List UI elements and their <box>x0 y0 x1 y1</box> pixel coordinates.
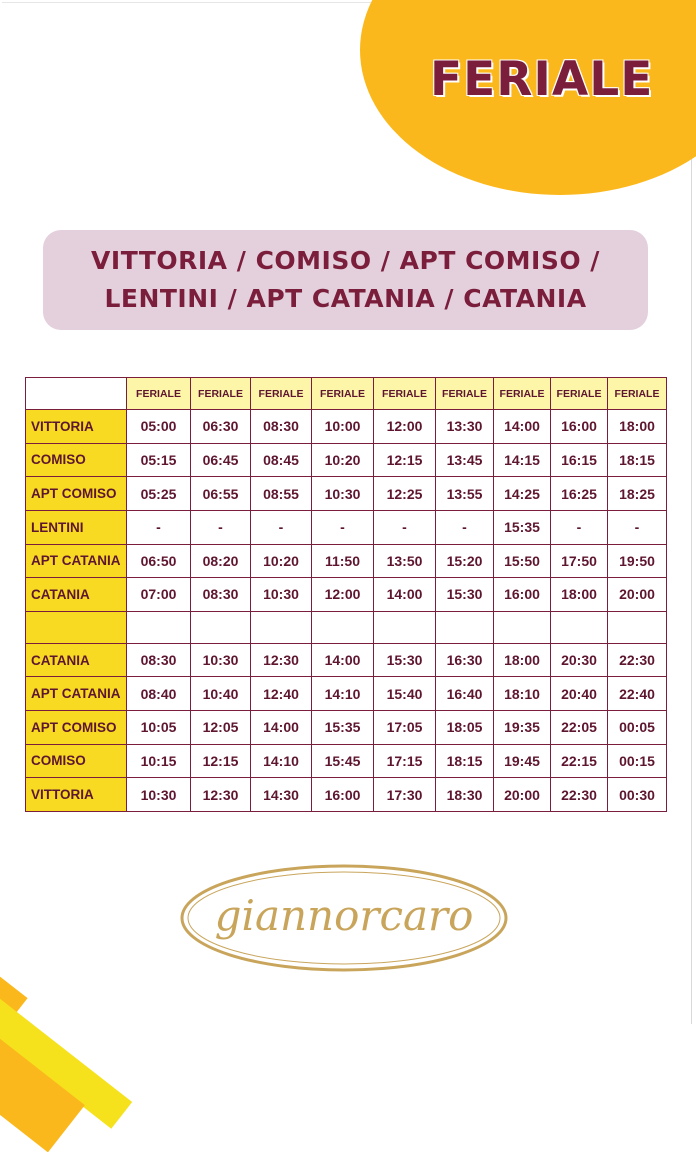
time-cell: 19:45 <box>494 744 551 778</box>
time-cell: 12:00 <box>312 578 374 612</box>
separator-cell <box>494 611 551 643</box>
time-cell: 16:15 <box>551 443 608 477</box>
time-cell: 16:00 <box>494 578 551 612</box>
time-cell: 15:30 <box>374 643 436 677</box>
time-cell: 18:10 <box>494 677 551 711</box>
time-cell: 05:25 <box>127 477 191 511</box>
time-cell: 14:00 <box>494 410 551 444</box>
time-cell: 14:25 <box>494 477 551 511</box>
column-header: FERIALE <box>608 378 667 410</box>
time-cell: - <box>436 510 494 544</box>
time-cell: - <box>374 510 436 544</box>
time-cell: 10:30 <box>127 778 191 812</box>
time-cell: 13:45 <box>436 443 494 477</box>
time-cell: - <box>251 510 312 544</box>
separator-cell <box>608 611 667 643</box>
time-cell: 14:10 <box>312 677 374 711</box>
route-line-2: LENTINI / APT CATANIA / CATANIA <box>104 284 587 313</box>
time-cell: 18:15 <box>608 443 667 477</box>
time-cell: 06:50 <box>127 544 191 578</box>
timetable-row <box>26 410 667 444</box>
time-cell: 18:05 <box>436 711 494 745</box>
stop-name-cell: APT COMISO <box>26 711 127 745</box>
timetable-row <box>26 443 667 477</box>
time-cell: 08:20 <box>191 544 251 578</box>
timetable-row <box>26 477 667 511</box>
time-cell: 08:30 <box>251 410 312 444</box>
time-cell: 08:55 <box>251 477 312 511</box>
time-cell: 13:55 <box>436 477 494 511</box>
time-cell: 14:00 <box>251 711 312 745</box>
time-cell: 14:15 <box>494 443 551 477</box>
time-cell: 22:05 <box>551 711 608 745</box>
route-banner <box>43 230 648 330</box>
stop-name-cell: VITTORIA <box>26 778 127 812</box>
time-cell: 16:40 <box>436 677 494 711</box>
time-cell: - <box>608 510 667 544</box>
time-cell: 12:05 <box>191 711 251 745</box>
separator-cell <box>436 611 494 643</box>
time-cell: 10:05 <box>127 711 191 745</box>
separator-cell <box>312 611 374 643</box>
time-cell: 14:00 <box>312 643 374 677</box>
time-cell: 20:40 <box>551 677 608 711</box>
timetable-row <box>26 677 667 711</box>
time-cell: 15:40 <box>374 677 436 711</box>
time-cell: 22:30 <box>608 643 667 677</box>
time-cell: 20:00 <box>608 578 667 612</box>
timetable-header-row <box>26 378 667 410</box>
stop-name-cell: COMISO <box>26 443 127 477</box>
column-header: FERIALE <box>494 378 551 410</box>
time-cell: 20:00 <box>494 778 551 812</box>
time-cell: 19:50 <box>608 544 667 578</box>
time-cell: 22:15 <box>551 744 608 778</box>
time-cell: 12:15 <box>374 443 436 477</box>
time-cell: 07:00 <box>127 578 191 612</box>
stop-name-cell: CATANIA <box>26 643 127 677</box>
stop-name-cell: APT CATANIA <box>26 677 127 711</box>
stop-name-cell: APT COMISO <box>26 477 127 511</box>
time-cell: 16:00 <box>551 410 608 444</box>
separator-cell <box>551 611 608 643</box>
column-header: FERIALE <box>191 378 251 410</box>
stop-name-cell: VITTORIA <box>26 410 127 444</box>
separator-cell <box>374 611 436 643</box>
time-cell: 18:00 <box>608 410 667 444</box>
timetable-row <box>26 578 667 612</box>
time-cell: 06:55 <box>191 477 251 511</box>
time-cell: 13:30 <box>436 410 494 444</box>
timetable-row <box>26 544 667 578</box>
time-cell: 00:05 <box>608 711 667 745</box>
logo-wordmark: giannorcaro <box>214 891 474 940</box>
separator-cell <box>26 611 127 643</box>
column-header: FERIALE <box>251 378 312 410</box>
time-cell: - <box>191 510 251 544</box>
time-cell: 12:40 <box>251 677 312 711</box>
timetable-row <box>26 744 667 778</box>
time-cell: 19:35 <box>494 711 551 745</box>
stop-name-cell: APT CATANIA <box>26 544 127 578</box>
time-cell: 00:30 <box>608 778 667 812</box>
time-cell: 16:00 <box>312 778 374 812</box>
time-cell: 15:35 <box>312 711 374 745</box>
time-cell: 12:25 <box>374 477 436 511</box>
separator-row <box>26 611 667 643</box>
timetable-row <box>26 510 667 544</box>
time-cell: 14:00 <box>374 578 436 612</box>
time-cell: 18:25 <box>608 477 667 511</box>
time-cell: 10:20 <box>251 544 312 578</box>
route-line-1: VITTORIA / COMISO / APT COMISO / <box>91 246 600 275</box>
time-cell: 17:30 <box>374 778 436 812</box>
time-cell: 10:40 <box>191 677 251 711</box>
time-cell: 13:50 <box>374 544 436 578</box>
time-cell: 00:15 <box>608 744 667 778</box>
time-cell: 18:30 <box>436 778 494 812</box>
time-cell: 12:30 <box>251 643 312 677</box>
time-cell: - <box>127 510 191 544</box>
time-cell: 15:35 <box>494 510 551 544</box>
time-cell: 18:15 <box>436 744 494 778</box>
time-cell: 16:30 <box>436 643 494 677</box>
time-cell: - <box>551 510 608 544</box>
time-cell: 08:30 <box>127 643 191 677</box>
company-logo <box>178 862 510 974</box>
time-cell: 10:00 <box>312 410 374 444</box>
time-cell: 15:30 <box>436 578 494 612</box>
time-cell: 08:45 <box>251 443 312 477</box>
time-cell: 06:45 <box>191 443 251 477</box>
time-cell: 10:30 <box>251 578 312 612</box>
time-cell: 08:30 <box>191 578 251 612</box>
time-cell: 14:30 <box>251 778 312 812</box>
time-cell: 16:25 <box>551 477 608 511</box>
time-cell: 05:00 <box>127 410 191 444</box>
time-cell: 10:30 <box>312 477 374 511</box>
page-title: FERIALE <box>430 52 654 107</box>
column-header: FERIALE <box>551 378 608 410</box>
time-cell: 08:40 <box>127 677 191 711</box>
time-cell: 20:30 <box>551 643 608 677</box>
timetable-corner-cell <box>26 378 127 410</box>
time-cell: 22:40 <box>608 677 667 711</box>
time-cell: 05:15 <box>127 443 191 477</box>
time-cell: 10:20 <box>312 443 374 477</box>
time-cell: 11:50 <box>312 544 374 578</box>
stop-name-cell: LENTINI <box>26 510 127 544</box>
time-cell: 17:05 <box>374 711 436 745</box>
stop-name-cell: COMISO <box>26 744 127 778</box>
stop-name-cell: CATANIA <box>26 578 127 612</box>
timetable-row <box>26 711 667 745</box>
time-cell: 17:50 <box>551 544 608 578</box>
time-cell: 15:50 <box>494 544 551 578</box>
column-header: FERIALE <box>374 378 436 410</box>
timetable-row <box>26 778 667 812</box>
time-cell: 15:20 <box>436 544 494 578</box>
time-cell: 22:30 <box>551 778 608 812</box>
separator-cell <box>191 611 251 643</box>
separator-cell <box>251 611 312 643</box>
separator-cell <box>127 611 191 643</box>
time-cell: 15:45 <box>312 744 374 778</box>
time-cell: 18:00 <box>551 578 608 612</box>
time-cell: 12:15 <box>191 744 251 778</box>
timetable <box>25 377 667 812</box>
time-cell: 17:15 <box>374 744 436 778</box>
time-cell: 12:30 <box>191 778 251 812</box>
time-cell: 18:00 <box>494 643 551 677</box>
column-header: FERIALE <box>312 378 374 410</box>
timetable-row <box>26 643 667 677</box>
time-cell: 14:10 <box>251 744 312 778</box>
column-header: FERIALE <box>436 378 494 410</box>
column-header: FERIALE <box>127 378 191 410</box>
time-cell: 10:15 <box>127 744 191 778</box>
time-cell: 06:30 <box>191 410 251 444</box>
time-cell: 12:00 <box>374 410 436 444</box>
time-cell: - <box>312 510 374 544</box>
time-cell: 10:30 <box>191 643 251 677</box>
